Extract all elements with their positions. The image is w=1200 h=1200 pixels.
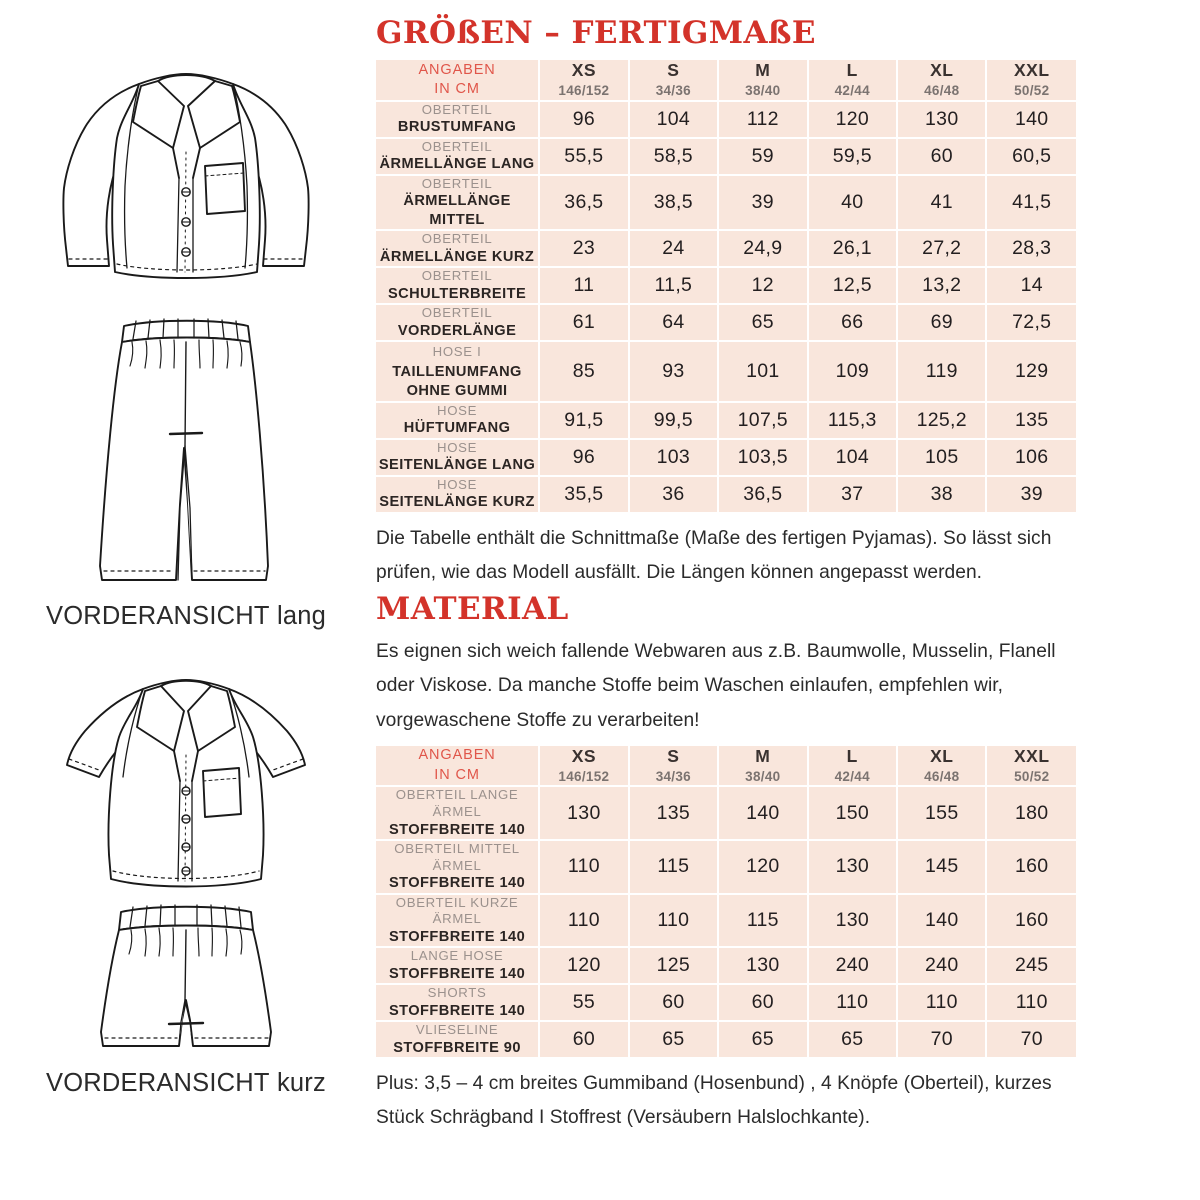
- row-label-line1: OBERTEIL: [421, 231, 493, 247]
- table-cell: 150: [808, 786, 897, 840]
- row-label-line2: SCHULTERBREITE: [387, 285, 527, 302]
- table-cell: 38,5: [629, 175, 718, 230]
- table-cell: 130: [897, 101, 986, 138]
- table-cell: 61: [539, 304, 628, 341]
- size-column-header-m: [718, 746, 807, 787]
- figure-caption-long: [46, 602, 326, 631]
- figure-front-view-short: [41, 659, 331, 1098]
- size-code: M: [755, 60, 771, 80]
- table-cell: 106: [986, 439, 1076, 476]
- table-cell: 36,5: [539, 175, 628, 230]
- size-range: 42/44: [834, 768, 870, 784]
- table-cell: 14: [986, 267, 1076, 304]
- table-cell: 110: [539, 894, 628, 948]
- row-label: [376, 840, 539, 894]
- size-column-header-xl: [897, 746, 986, 787]
- table-cell: 180: [986, 786, 1076, 840]
- material-intro: Es eignen sich weich fallende Webwaren aus z.B. Baumwolle, Musselin, Flanell oder Viskose. Da manche Stoffe beim Waschen einlaufen, empfehlen wir, vorgewaschene Stoffe zu verarbeiten!: [376, 641, 1056, 731]
- row-label: [376, 476, 539, 512]
- table-cell: 39: [718, 175, 807, 230]
- table-cell: 107,5: [718, 402, 807, 439]
- unit-label-line2: IN CM: [434, 766, 480, 783]
- size-range: 46/48: [924, 768, 960, 784]
- row-label: [376, 439, 539, 476]
- table-cell: 24,9: [718, 230, 807, 267]
- size-column-header-l: [808, 60, 897, 101]
- table-cell: 23: [539, 230, 628, 267]
- table-cell: 70: [1020, 1028, 1043, 1051]
- size-code: L: [846, 60, 858, 80]
- table-cell: 115: [718, 894, 807, 948]
- table-cell: 104: [808, 439, 897, 476]
- size-code: XL: [930, 60, 954, 80]
- row-label-line1: OBERTEIL: [421, 175, 493, 191]
- table-cell: 58,5: [629, 138, 718, 175]
- table-cell: 112: [718, 101, 807, 138]
- table-cell: 60,5: [986, 138, 1076, 175]
- pyjama-pants-long-illustration: [66, 308, 306, 598]
- table-cell: 105: [897, 439, 986, 476]
- figure-caption-short-lower: kurz: [276, 1069, 326, 1097]
- size-code: L: [846, 745, 858, 766]
- row-label-line2: STOFFBREITE 90: [393, 1039, 521, 1056]
- table-row: [376, 786, 1076, 840]
- row-label-line2: SEITENLÄNGE KURZ: [379, 494, 535, 511]
- table-cell: 145: [897, 840, 986, 894]
- row-label-line2: BRUSTUMFANG: [397, 119, 517, 136]
- table-row: [376, 101, 1076, 138]
- size-column-header-xs: [539, 60, 628, 101]
- row-label-line1: OBERTEIL KURZE ÄRMEL: [395, 894, 519, 927]
- size-code: XL: [930, 745, 954, 766]
- table-cell: 64: [629, 304, 718, 341]
- row-label-line1: HOSE I TAILLENUMFANG: [392, 344, 522, 381]
- table-header-row: [376, 746, 1076, 787]
- row-label: [376, 894, 539, 948]
- finished-measurements-table: [376, 60, 1076, 512]
- table-cell: 72,5: [986, 304, 1076, 341]
- size-code: XXL: [1013, 60, 1050, 80]
- table-row: [376, 984, 1076, 1021]
- row-label-line2: STOFFBREITE 140: [388, 821, 526, 838]
- pyjama-shorts-illustration: [81, 900, 291, 1065]
- table-cell: 59: [718, 138, 807, 175]
- table-cell: 39: [1020, 482, 1043, 505]
- table-cell: 115: [629, 840, 718, 894]
- table-cell: 37: [808, 476, 897, 512]
- unit-label-line1: ANGABEN: [418, 747, 496, 764]
- table-row: [376, 476, 1076, 512]
- table-cell: 110: [986, 984, 1076, 1021]
- table-cell: 35,5: [539, 476, 628, 512]
- table-cell: 96: [539, 101, 628, 138]
- size-column-header-l: [808, 746, 897, 787]
- row-label-line1: OBERTEIL: [421, 101, 493, 117]
- size-range: 42/44: [834, 82, 870, 98]
- table-row: [376, 402, 1076, 439]
- size-range: 146/152: [558, 768, 610, 784]
- table-cell: 36,5: [718, 476, 807, 512]
- table-cell: 60: [629, 984, 718, 1021]
- table-cell: 115,3: [808, 402, 897, 439]
- unit-label: [376, 746, 539, 787]
- table-cell: 66: [808, 304, 897, 341]
- table-cell: 24: [629, 230, 718, 267]
- table-cell: 119: [897, 341, 986, 402]
- table-cell: 69: [897, 304, 986, 341]
- table-cell: 96: [539, 439, 628, 476]
- table-cell: 160: [986, 894, 1076, 948]
- size-code: XS: [571, 745, 597, 766]
- size-range: 38/40: [745, 768, 781, 784]
- table-cell: 110: [808, 984, 897, 1021]
- table-cell: 103: [629, 439, 718, 476]
- table-row: [376, 894, 1076, 948]
- table-cell: 28,3: [986, 230, 1076, 267]
- table-cell: 41: [897, 175, 986, 230]
- row-label: [376, 947, 539, 984]
- table-cell: 65: [718, 1021, 807, 1057]
- table-cell: 91,5: [539, 402, 628, 439]
- table-cell: 240: [808, 947, 897, 984]
- table-cell: 125,2: [897, 402, 986, 439]
- table-cell: 130: [808, 894, 897, 948]
- row-label: [376, 402, 539, 439]
- table-cell: 65: [629, 1021, 718, 1057]
- table-row: [376, 267, 1076, 304]
- row-label-line2: HÜFTUMFANG: [403, 420, 511, 437]
- table-cell: 40: [808, 175, 897, 230]
- size-code: S: [667, 745, 680, 766]
- size-column-header-m: [718, 60, 807, 101]
- row-label-line2: STOFFBREITE 140: [388, 965, 526, 982]
- table-cell: 41,5: [986, 175, 1076, 230]
- table-cell: 55: [539, 984, 628, 1021]
- figure-caption-long-upper: VORDERANSICHT: [46, 602, 270, 630]
- row-label-line2: OHNE GUMMI: [406, 383, 508, 400]
- row-label-line1: OBERTEIL LANGE ÄRMEL: [395, 787, 519, 820]
- table-cell: 13,2: [897, 267, 986, 304]
- row-label: [376, 267, 539, 304]
- table-cell: 110: [539, 840, 628, 894]
- row-label: [376, 786, 539, 840]
- table-row: [376, 439, 1076, 476]
- row-label-line2: STOFFBREITE 140: [388, 875, 526, 892]
- table-cell: 130: [718, 947, 807, 984]
- unit-label-line2: IN CM: [434, 80, 480, 97]
- row-label-line2: ÄRMELLÄNGE KURZ: [379, 248, 535, 265]
- row-label-line2: ÄRMELLÄNGE MITTEL: [403, 193, 511, 228]
- sizes-note: Die Tabelle enthält die Schnittmaße (Maße des fertigen Pyjamas). So lässt sich prüfen, wie das Modell ausfällt. Die Längen können angepasst werden.: [376, 527, 1052, 583]
- row-label: [376, 138, 539, 175]
- pyjama-top-long-sleeve-illustration: [21, 26, 351, 316]
- row-label: [376, 304, 539, 341]
- size-column-header-xs: [539, 746, 628, 787]
- material-extras: Plus: 3,5 – 4 cm breites Gummiband (Hosenbund) , 4 Knöpfe (Oberteil), kurzes Stück Schrägband I Stoffrest (Versäubern Halslochkante).: [376, 1073, 1052, 1129]
- table-cell: 155: [897, 786, 986, 840]
- table-cell: 135: [629, 786, 718, 840]
- table-cell: 11: [539, 267, 628, 304]
- table-cell: 140: [897, 894, 986, 948]
- size-range: 50/52: [1014, 768, 1050, 784]
- table-cell: 12,5: [808, 267, 897, 304]
- table-cell: 109: [808, 341, 897, 402]
- table-cell: 59,5: [808, 138, 897, 175]
- table-cell: 26,1: [808, 230, 897, 267]
- row-label-line2: STOFFBREITE 140: [388, 928, 526, 945]
- size-range: 34/36: [655, 768, 691, 784]
- row-label: [376, 230, 539, 267]
- material-heading: MATERIAL: [376, 591, 569, 628]
- row-label-line1: HOSE: [436, 402, 478, 418]
- table-cell: 120: [539, 947, 628, 984]
- row-label-line1: OBERTEIL MITTEL ÄRMEL: [394, 841, 520, 873]
- table-cell: 38: [897, 476, 986, 512]
- table-cell: 70: [897, 1021, 986, 1057]
- row-label: [376, 101, 539, 138]
- size-column-header-xl: [897, 60, 986, 101]
- content-column: [372, 0, 1200, 1200]
- table-cell: 129: [986, 341, 1076, 402]
- table-cell: 65: [808, 1021, 897, 1057]
- size-column-header-xxl: [986, 746, 1076, 787]
- sizes-heading: GRÖßEN – FERTIGMAßE: [376, 15, 816, 51]
- table-cell: 104: [629, 101, 718, 138]
- table-row: [376, 138, 1076, 175]
- table-cell: 85: [539, 341, 628, 402]
- table-cell: 110: [897, 984, 986, 1021]
- unit-label-line1: ANGABEN: [418, 61, 496, 78]
- table-cell: 101: [718, 341, 807, 402]
- table-row: [376, 341, 1076, 402]
- size-code: XXL: [1013, 745, 1050, 766]
- size-range: 38/40: [745, 82, 781, 98]
- row-label-line1: HOSE: [436, 439, 478, 455]
- figure-caption-short-upper: VORDERANSICHT: [46, 1069, 270, 1097]
- row-label: [376, 1021, 539, 1057]
- size-range: 46/48: [924, 82, 960, 98]
- row-label-line2: STOFFBREITE 140: [388, 1002, 526, 1019]
- size-code: XS: [571, 60, 597, 80]
- size-range: 34/36: [655, 82, 691, 98]
- table-cell: 140: [718, 786, 807, 840]
- table-cell: 135: [986, 402, 1076, 439]
- table-row: [376, 230, 1076, 267]
- table-cell: 140: [986, 101, 1076, 138]
- unit-label: [376, 60, 539, 101]
- row-label-line1: OBERTEIL: [421, 138, 493, 154]
- row-label-line1: OBERTEIL: [421, 305, 493, 321]
- table-cell: 27,2: [897, 230, 986, 267]
- table-cell: 130: [808, 840, 897, 894]
- table-cell: 60: [718, 984, 807, 1021]
- table-cell: 120: [718, 840, 807, 894]
- row-label-line2: VORDERLÄNGE: [397, 322, 517, 339]
- table-cell: 99,5: [629, 402, 718, 439]
- row-label-line2: ÄRMELLÄNGE LANG: [379, 156, 535, 173]
- size-range: 146/152: [558, 82, 610, 98]
- size-code: M: [755, 745, 771, 766]
- row-label-line1: HOSE: [436, 476, 478, 492]
- row-label: [376, 984, 539, 1021]
- table-cell: 11,5: [629, 267, 718, 304]
- table-cell: 60: [539, 1021, 628, 1057]
- row-label: [376, 175, 539, 230]
- table-row: [376, 947, 1076, 984]
- size-range: 50/52: [1014, 82, 1050, 98]
- table-row: [376, 304, 1076, 341]
- row-label-line2: SEITENLÄNGE LANG: [378, 457, 536, 474]
- table-cell: 93: [629, 341, 718, 402]
- table-cell: 60: [897, 138, 986, 175]
- table-cell: 120: [808, 101, 897, 138]
- row-label-line1: SHORTS: [427, 985, 487, 1001]
- illustrations-column: [0, 0, 372, 1200]
- row-label-line1: VLIESELINE: [415, 1022, 499, 1038]
- table-cell: 55,5: [539, 138, 628, 175]
- table-cell: 240: [897, 947, 986, 984]
- size-column-header-xxl: [986, 60, 1076, 101]
- table-cell: 110: [629, 894, 718, 948]
- figure-front-view-long: [21, 26, 351, 631]
- size-column-header-s: [629, 746, 718, 787]
- table-cell: 65: [718, 304, 807, 341]
- table-cell: 103,5: [718, 439, 807, 476]
- table-cell: 245: [986, 947, 1076, 984]
- row-label-line1: LANGE HOSE: [410, 948, 504, 964]
- table-header-row: [376, 60, 1076, 101]
- table-cell: 160: [986, 840, 1076, 894]
- row-label: [376, 341, 539, 402]
- size-code: S: [667, 60, 680, 80]
- table-cell: 125: [629, 947, 718, 984]
- table-cell: 12: [718, 267, 807, 304]
- table-row: [376, 175, 1076, 230]
- pyjama-top-short-sleeve-illustration: [41, 659, 331, 904]
- table-cell: 36: [629, 476, 718, 512]
- table-cell: 130: [539, 786, 628, 840]
- table-row: [376, 840, 1076, 894]
- table-row: [376, 1021, 1076, 1057]
- row-label-line1: OBERTEIL: [421, 268, 493, 284]
- size-column-header-s: [629, 60, 718, 101]
- fabric-requirements-table: [376, 746, 1076, 1058]
- figure-caption-long-lower: lang: [276, 602, 326, 630]
- figure-caption-short: [46, 1069, 326, 1098]
